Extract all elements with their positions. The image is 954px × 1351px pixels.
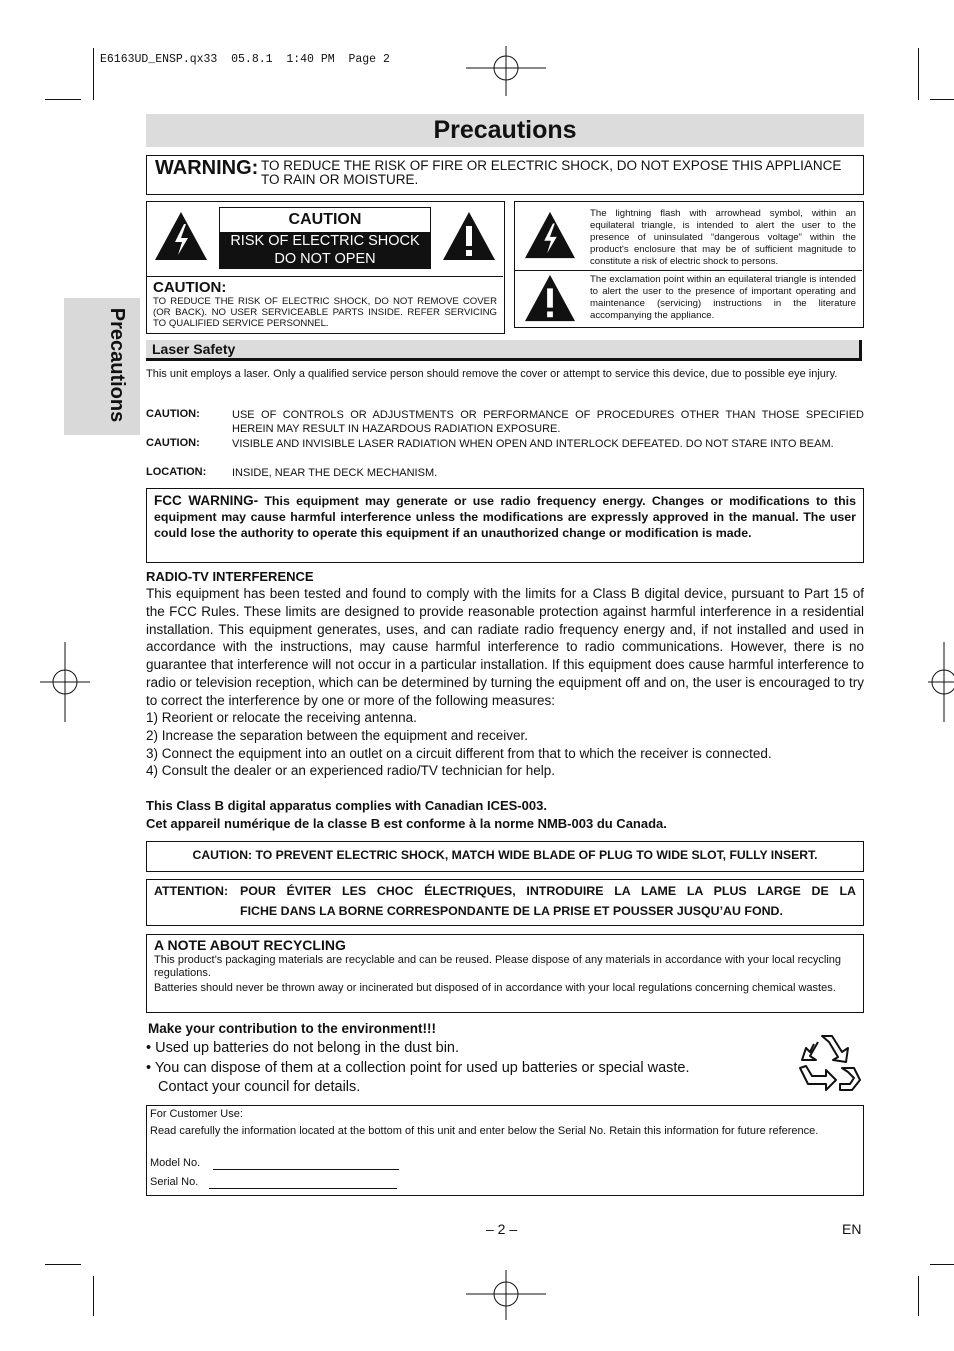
laser-item-3-label: LOCATION: xyxy=(146,466,207,478)
laser-item-3-text: INSIDE, NEAR THE DECK MECHANISM. xyxy=(232,467,438,479)
laser-item-1-label: CAUTION: xyxy=(146,408,200,420)
exclamation-triangle-icon xyxy=(523,273,577,323)
registration-mark-right xyxy=(928,642,954,722)
recycling-p1: This product’s packaging materials are recyclable and can be reused. Please dispose of any materials in accordance with your local recycling regulations. xyxy=(154,954,842,979)
warning-label: WARNING: xyxy=(155,157,259,179)
radio-tv-body: This equipment has been tested and found to comply with the limits for a Class B digital device, pursuant to Part 15 of the FCC Rules. These limits are designed to provide reasonable protection against harmful interference in a residential installation. This equipment generates, uses, and can radiate radio frequency energy and, if not installed and used in accordance with the instructions, may cause harmful interference to radio communications. However, there is no guarantee that interference will not occur in a particular installation. If this equipment does cause harmful interference to radio or television reception, which can be determined by turning the equipment off and on, the user is encouraged to try to correct the interference by one or more of the following measures: xyxy=(146,586,864,708)
lightning-triangle-icon xyxy=(153,210,209,262)
file-info: E6163UD_ENSP.qx33 05.8.1 1:40 PM Page 2 xyxy=(100,53,390,66)
registration-mark-left xyxy=(40,642,90,722)
title-bar xyxy=(146,114,864,147)
symbols-box xyxy=(514,201,864,328)
measure-4: 4) Consult the dealer or an experienced radio/TV technician for help. xyxy=(146,763,555,779)
fcc-content xyxy=(154,493,856,541)
recycling-p2: Batteries should never be thrown away or incinerated but disposed of in accordance with your local regulations concerning chemical wastes. xyxy=(154,982,836,994)
canada-en: This Class B digital apparatus complies with Canadian ICES-003. xyxy=(146,798,547,813)
radio-tv-measures xyxy=(146,709,864,780)
side-tab xyxy=(64,298,140,435)
laser-item-2-text: VISIBLE AND INVISIBLE LASER RADIATION WHEN OPEN AND INTERLOCK DEFEATED. DO NOT STARE INTO BEAM. xyxy=(232,438,834,450)
exclamation-explanation: The exclamation point within an equilateral triangle is intended to alert the user to the presence of important operating and maintenance (servicing) instructions in the literature accompanying the appliance. xyxy=(590,274,856,321)
fcc-box xyxy=(146,488,864,563)
plug-caution-text: CAUTION: TO PREVENT ELECTRIC SHOCK, MATCH WIDE BLADE OF PLUG TO WIDE SLOT, FULLY INSERT. xyxy=(192,848,818,862)
caution-sign-title: CAUTION xyxy=(288,211,362,228)
customer-box xyxy=(146,1105,864,1196)
caution-divider xyxy=(147,276,503,277)
recycling-heading: A NOTE ABOUT RECYCLING xyxy=(154,937,346,953)
lightning-triangle-icon xyxy=(523,210,577,260)
measure-3: 3) Connect the equipment into an outlet on a circuit different from that to which the receiver is connected. xyxy=(146,745,772,761)
exclamation-triangle-icon xyxy=(441,210,497,262)
caution-label: CAUTION: xyxy=(153,279,227,296)
canada-fr: Cet appareil numérique de la classe B est conforme à la norme NMB-003 du Canada. xyxy=(146,816,667,831)
environment-heading: Make your contribution to the environment!!! xyxy=(148,1021,437,1036)
laser-heading: Laser Safety xyxy=(152,341,236,357)
page-number: – 2 – xyxy=(486,1221,518,1237)
caution-box xyxy=(146,201,505,334)
attention-label: ATTENTION: xyxy=(154,884,229,898)
environment-bullet-2: • You can dispose of them at a collection point for used up batteries or special waste. xyxy=(146,1060,690,1076)
warning-text: TO REDUCE THE RISK OF FIRE OR ELECTRIC SHOCK, DO NOT EXPOSE THIS APPLIANCE TO RAIN OR MOISTURE. xyxy=(261,158,842,187)
attention-line1: POUR ÉVITER LES CHOC ÉLECTRIQUES, INTRODUIRE LA LAME LA PLUS LARGE DE LA xyxy=(240,884,856,898)
measure-2: 2) Increase the separation between the equipment and receiver. xyxy=(146,727,528,743)
caution-sign-body xyxy=(220,232,430,269)
caution-sign-line2: DO NOT OPEN xyxy=(274,251,376,267)
plug-caution-box xyxy=(146,841,864,872)
model-label: Model No. xyxy=(150,1157,201,1169)
radio-tv-heading: RADIO-TV INTERFERENCE xyxy=(146,569,314,584)
page-title: Precautions xyxy=(433,116,577,144)
caution-text: TO REDUCE THE RISK OF ELECTRIC SHOCK, DO NOT REMOVE COVER (OR BACK). NO USER SERVICEABLE PARTS INSIDE. REFER SERVICING TO QUALIFIED SERVICE PERSONNEL. xyxy=(153,296,497,329)
environment-bullet-1: • Used up batteries do not belong in the dust bin. xyxy=(146,1040,460,1056)
attention-line2: FICHE DANS LA BORNE CORRESPONDANTE DE LA PRISE ET POUSSER JUSQU’AU FOND. xyxy=(240,904,783,918)
serial-label: Serial No. xyxy=(150,1176,199,1188)
customer-text: Read carefully the information located at the bottom of this unit and enter below the Serial No. Retain this information for future reference. xyxy=(150,1125,819,1137)
recycle-icon xyxy=(796,1030,864,1096)
environment-bullet-2-cont: Contact your council for details. xyxy=(158,1079,361,1095)
warning-box xyxy=(146,155,864,195)
fcc-text: This equipment may generate or use radio frequency energy. Changes or modifications to this equipment may cause harmful interference unless the modifications are expressly approved in the manual. The user could lose the authority to operate this equipment if an unauthorized change or modification is made. xyxy=(154,494,856,540)
attention-box xyxy=(146,879,864,926)
language-code: EN xyxy=(842,1221,862,1237)
serial-number-field[interactable] xyxy=(209,1188,397,1189)
laser-item-1-text: USE OF CONTROLS OR ADJUSTMENTS OR PERFORMANCE OF PROCEDURES OTHER THAN THOSE SPECIFIED HEREIN MAY RESULT IN HAZARDOUS RADIATION EXPOSURE. xyxy=(232,409,864,435)
laser-item-2-label: CAUTION: xyxy=(146,437,200,449)
laser-heading-bar xyxy=(146,340,862,361)
fcc-label: FCC WARNING- xyxy=(154,493,259,508)
measure-1: 1) Reorient or relocate the receiving antenna. xyxy=(146,710,417,725)
lightning-explanation: The lightning flash with arrowhead symbol, within an equilateral triangle, is intended to alert the user to the presence of uninsulated “dangerous voltage” within the product's enclosure that may be of sufficient magnitude to constitute a risk of electric shock to persons. xyxy=(590,208,856,267)
model-number-field[interactable] xyxy=(213,1169,399,1170)
side-tab-label: Precautions xyxy=(106,307,128,423)
caution-sign xyxy=(219,207,431,269)
caution-sign-line1: RISK OF ELECTRIC SHOCK xyxy=(230,233,420,249)
symbols-divider xyxy=(515,270,862,271)
customer-title: For Customer Use: xyxy=(150,1108,243,1120)
registration-mark-bottom xyxy=(466,1270,546,1320)
laser-intro: This unit employs a laser. Only a qualified service person should remove the cover or attempt to service this device, due to possible eye injury. xyxy=(146,368,838,380)
registration-mark-top xyxy=(466,46,546,96)
recycling-box xyxy=(146,934,864,1013)
